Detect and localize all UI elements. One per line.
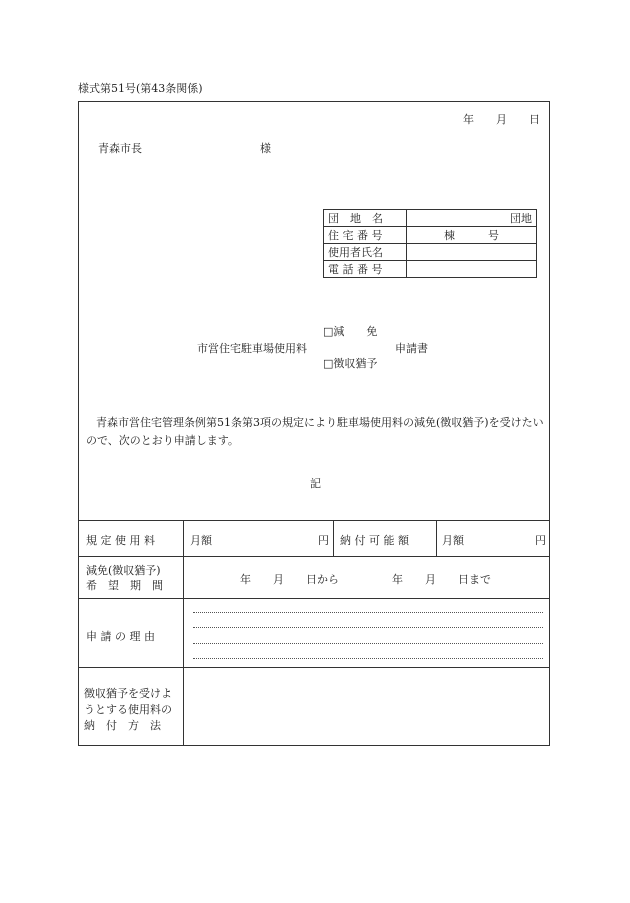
- house-number-label: 住 宅 番 号: [324, 227, 407, 244]
- period-label: 減免(徴収猶予): [86, 564, 161, 577]
- house-number-field[interactable]: 棟 号: [407, 227, 537, 244]
- danchi-field[interactable]: 団地: [407, 210, 537, 227]
- payment-method-field[interactable]: [185, 669, 549, 745]
- divider: [183, 520, 184, 746]
- user-name-field[interactable]: [407, 244, 537, 261]
- divider: [78, 520, 550, 521]
- ki-heading: 記: [310, 477, 321, 490]
- reduction-checkbox[interactable]: □減 免: [323, 325, 378, 338]
- reason-line[interactable]: [193, 643, 543, 644]
- fee-label: 規 定 使 用 料: [86, 534, 155, 547]
- reason-line[interactable]: [193, 658, 543, 659]
- payable-label: 納 付 可 能 額: [340, 534, 409, 547]
- table-row: [324, 244, 537, 261]
- fee-field[interactable]: 円: [318, 534, 329, 547]
- payment-method-label-2: うとする使用料の: [84, 703, 172, 716]
- danchi-label: 団 地 名: [324, 210, 407, 227]
- form-title-prefix: 市営住宅駐車場使用料: [197, 342, 307, 355]
- fee-monthly-label: 月額: [190, 534, 212, 547]
- phone-field[interactable]: [407, 261, 537, 278]
- table-row: [324, 261, 537, 278]
- period-from-field[interactable]: 年 月 日から: [240, 573, 339, 586]
- period-label-2: 希 望 期 間: [86, 579, 163, 592]
- reason-line[interactable]: [193, 612, 543, 613]
- phone-label: 電 話 番 号: [324, 261, 407, 278]
- reason-line[interactable]: [193, 627, 543, 628]
- addressee: 青森市長: [98, 142, 142, 155]
- user-name-label: 使用者氏名: [324, 244, 407, 261]
- application-statement: 青森市営住宅管理条例第51条第3項の規定により駐車場使用料の減免(徴収猶予)を受けたいので、次のとおり申請します。: [86, 416, 544, 447]
- form-number: 様式第51号(第43条関係): [78, 82, 203, 95]
- deferral-checkbox[interactable]: □徴収猶予: [323, 357, 378, 370]
- form-title-suffix: 申請書: [395, 342, 428, 355]
- divider: [333, 520, 334, 556]
- payment-method-label: 徴収猶予を受けよ: [84, 687, 172, 700]
- reason-label: 申 請 の 理 由: [86, 630, 155, 643]
- payment-method-label-3: 納 付 方 法: [84, 719, 161, 732]
- divider: [78, 598, 550, 599]
- period-to-field[interactable]: 年 月 日まで: [392, 573, 491, 586]
- applicant-table: [323, 209, 537, 278]
- date-line[interactable]: 年 月 日: [463, 113, 540, 126]
- divider: [436, 520, 437, 556]
- honorific: 様: [260, 142, 271, 155]
- divider: [78, 556, 550, 557]
- divider: [78, 667, 550, 668]
- payable-monthly-label: 月額: [442, 534, 464, 547]
- table-row: [324, 210, 537, 227]
- table-row: [324, 227, 537, 244]
- payable-field[interactable]: 円: [535, 534, 546, 547]
